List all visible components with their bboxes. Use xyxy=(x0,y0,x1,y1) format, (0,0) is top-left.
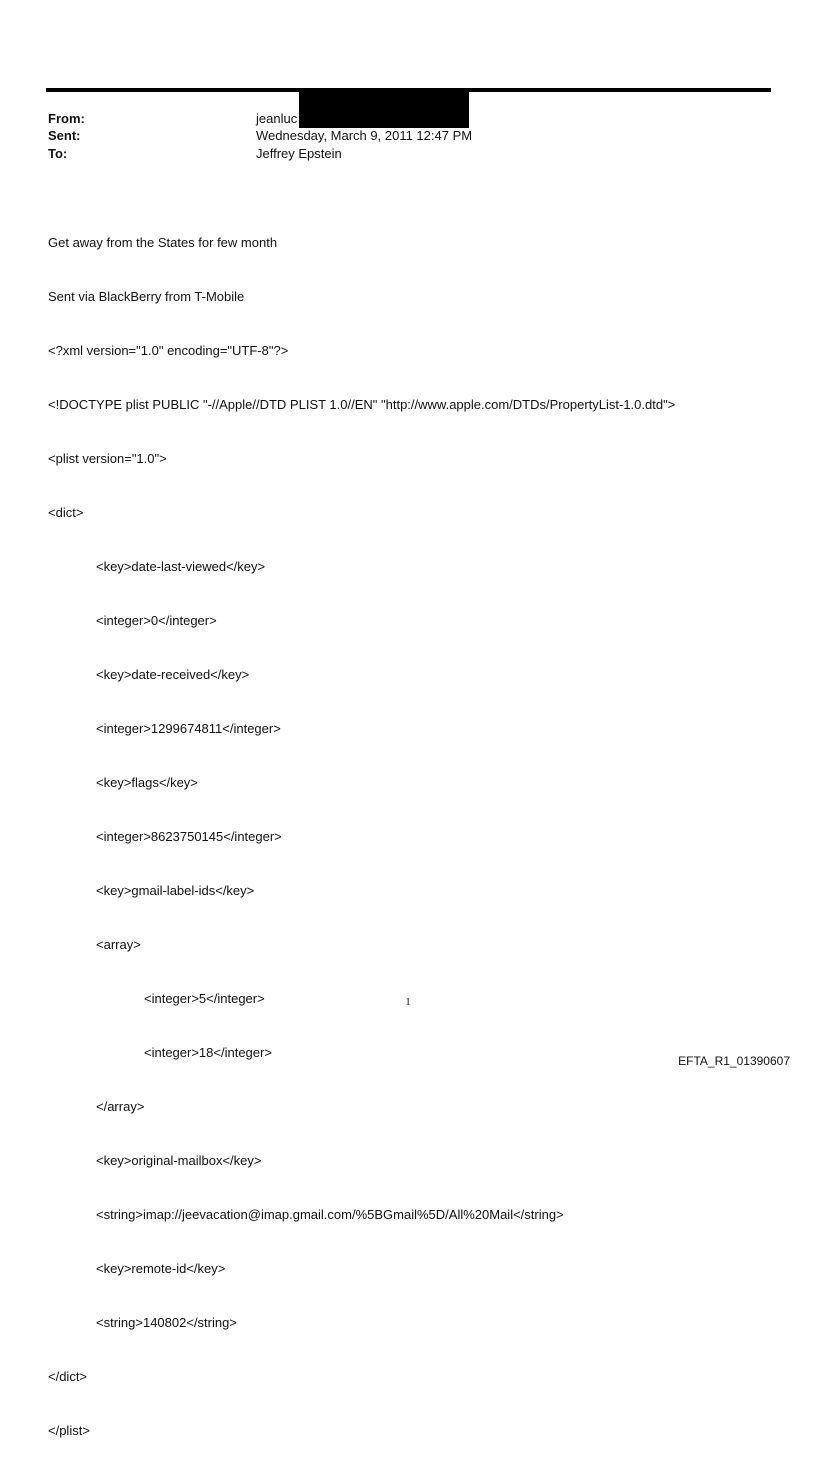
body-line: <key>date-last-viewed</key> xyxy=(96,559,266,574)
body-line: <key>flags</key> xyxy=(96,775,198,790)
body-line: <key>remote-id</key> xyxy=(96,1261,226,1276)
body-line: <?xml version="1.0" encoding="UTF-8"?> xyxy=(48,343,289,358)
document-id: EFTA_R1_01390607 xyxy=(678,1054,790,1068)
redaction-block xyxy=(299,90,469,128)
body-line: <!DOCTYPE plist PUBLIC "-//Apple//DTD PLIST 1.0//EN" "http://www.apple.com/DTDs/PropertyList-1.0.dtd"> xyxy=(48,397,676,412)
body-line: <integer>1299674811</integer> xyxy=(96,721,281,736)
sent-label: Sent: xyxy=(48,128,81,143)
to-label: To: xyxy=(48,146,68,161)
body-line: </plist> xyxy=(48,1423,90,1438)
body-line: <integer>5</integer> xyxy=(144,991,265,1006)
page-number: 1 xyxy=(405,996,411,1008)
body-line: </dict> xyxy=(48,1369,88,1384)
body-line: </array> xyxy=(96,1099,145,1114)
body-line: <string>imap://jeevacation@imap.gmail.com/%5BGmail%5D/All%20Mail</string> xyxy=(96,1207,564,1222)
from-name: jeanluc xyxy=(256,111,298,126)
body-line: <key>date-received</key> xyxy=(96,667,250,682)
body-line: Get away from the States for few month xyxy=(48,235,278,250)
sent-value: Wednesday, March 9, 2011 12:47 PM xyxy=(256,128,473,143)
body-line: Sent via BlackBerry from T-Mobile xyxy=(48,289,245,304)
body-line: <array> xyxy=(96,937,141,952)
body-line: <key>gmail-label-ids</key> xyxy=(96,883,255,898)
email-body xyxy=(48,198,675,1458)
body-line: <plist version="1.0"> xyxy=(48,451,167,466)
body-line: <dict> xyxy=(48,505,84,520)
body-line: <string>140802</string> xyxy=(96,1315,237,1330)
to-value: Jeffrey Epstein xyxy=(256,146,342,161)
body-line: <integer>8623750145</integer> xyxy=(96,829,282,844)
body-line: <integer>18</integer> xyxy=(144,1045,272,1060)
from-label: From: xyxy=(48,111,85,126)
body-line: <key>original-mailbox</key> xyxy=(96,1153,262,1168)
body-line: <integer>0</integer> xyxy=(96,613,217,628)
